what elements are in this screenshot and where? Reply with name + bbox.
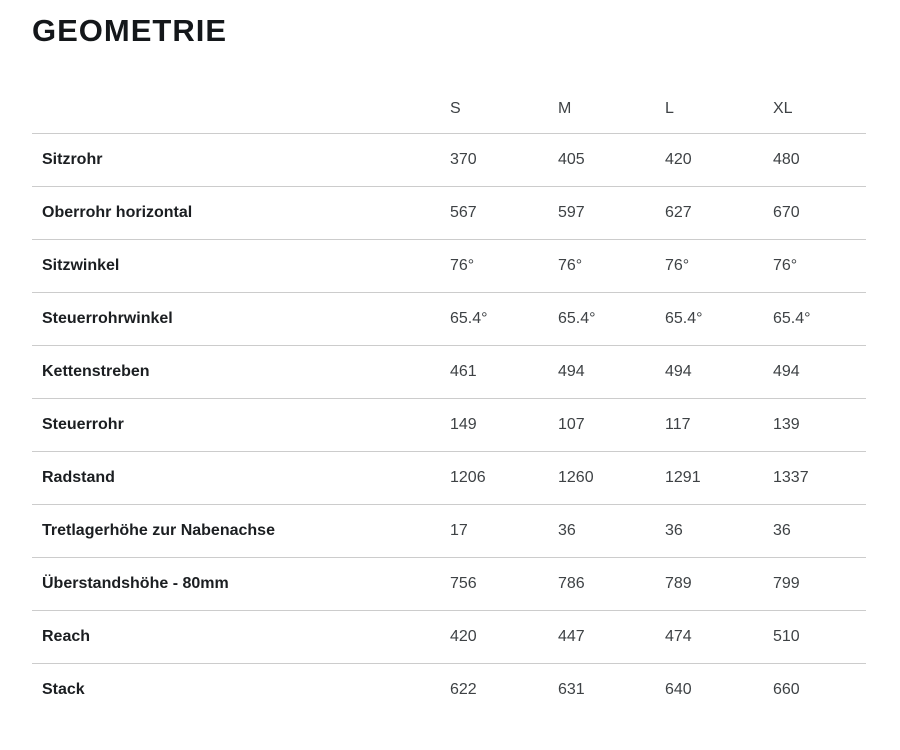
cell-value: 480 <box>773 151 800 168</box>
cell-value: 65.4° <box>558 293 665 346</box>
table-row-stack <box>32 664 866 717</box>
table-row-sitzrohr <box>32 134 866 187</box>
table-row-tretlagerhoehe <box>32 505 866 558</box>
row-label: Tretlagerhöhe zur Nabenachse <box>32 505 450 558</box>
cell-value: 461 <box>450 346 558 399</box>
cell-value: 567 <box>450 187 558 240</box>
table-row-oberrohr-horizontal <box>32 187 866 240</box>
row-label: Oberrohr horizontal <box>32 187 450 240</box>
table-row-kettenstreben <box>32 346 866 399</box>
cell-value: 65.4° <box>773 293 866 346</box>
cell-value: 149 <box>450 399 558 452</box>
cell-value: 622 <box>450 664 558 717</box>
cell-value: 370 <box>450 151 477 168</box>
cell-value: 660 <box>773 664 866 717</box>
cell-value: 17 <box>450 505 558 558</box>
cell-value: 447 <box>558 611 665 664</box>
cell-value: 139 <box>773 399 866 452</box>
table-row-sitzwinkel <box>32 240 866 293</box>
cell-value: 799 <box>773 558 866 611</box>
table-row-ueberstandshoehe <box>32 558 866 611</box>
cell-value: 107 <box>558 399 665 452</box>
cell-value: 76° <box>773 240 866 293</box>
column-header-l: L <box>665 85 773 134</box>
cell-value: 474 <box>665 611 773 664</box>
row-label: Radstand <box>32 452 450 505</box>
cell-value: 1291 <box>665 452 773 505</box>
cell-value: 76° <box>558 240 665 293</box>
cell-value: 405 <box>558 151 585 168</box>
cell-value: 494 <box>665 346 773 399</box>
cell-value: 65.4° <box>450 293 558 346</box>
cell-value: 756 <box>450 558 558 611</box>
cell-value: 494 <box>558 346 665 399</box>
header-label-spacer <box>32 85 450 134</box>
row-label: Reach <box>32 611 450 664</box>
row-label: Kettenstreben <box>32 346 450 399</box>
cell-value: 1260 <box>558 452 665 505</box>
cell-value: 76° <box>665 240 773 293</box>
cell-value: 117 <box>665 399 773 452</box>
table-row-steuerrohr <box>32 399 866 452</box>
table-row-reach <box>32 611 866 664</box>
cell-value: 786 <box>558 558 665 611</box>
cell-value: 36 <box>773 505 866 558</box>
cell-value: 420 <box>665 151 692 168</box>
cell-value: 494 <box>773 346 866 399</box>
page-title: GEOMETRIE <box>32 13 228 48</box>
cell-value: 510 <box>773 611 866 664</box>
cell-value: 36 <box>558 505 665 558</box>
cell-value: 670 <box>773 187 866 240</box>
table-row-radstand <box>32 452 866 505</box>
cell-value: 36 <box>665 505 773 558</box>
column-header-m: M <box>558 85 665 134</box>
cell-value: 789 <box>665 558 773 611</box>
row-label: Steuerrohr <box>32 399 450 452</box>
cell-value: 420 <box>450 611 558 664</box>
table-row-steuerrohrwinkel <box>32 293 866 346</box>
column-header-s: S <box>450 85 558 134</box>
cell-value: 1206 <box>450 452 558 505</box>
row-label: Sitzrohr <box>42 151 103 168</box>
cell-value: 65.4° <box>665 293 773 346</box>
row-label: Überstandshöhe - 80mm <box>32 558 450 611</box>
cell-value: 640 <box>665 664 773 717</box>
cell-value: 597 <box>558 187 665 240</box>
cell-value: 76° <box>450 240 558 293</box>
row-label: Steuerrohrwinkel <box>32 293 450 346</box>
cell-value: 1337 <box>773 452 866 505</box>
cell-value: 627 <box>665 187 773 240</box>
column-header-xl: XL <box>773 85 866 134</box>
row-label: Stack <box>32 664 450 717</box>
geometry-table <box>32 85 866 717</box>
row-label: Sitzwinkel <box>32 240 450 293</box>
cell-value: 631 <box>558 664 665 717</box>
table-header-row <box>32 85 866 134</box>
